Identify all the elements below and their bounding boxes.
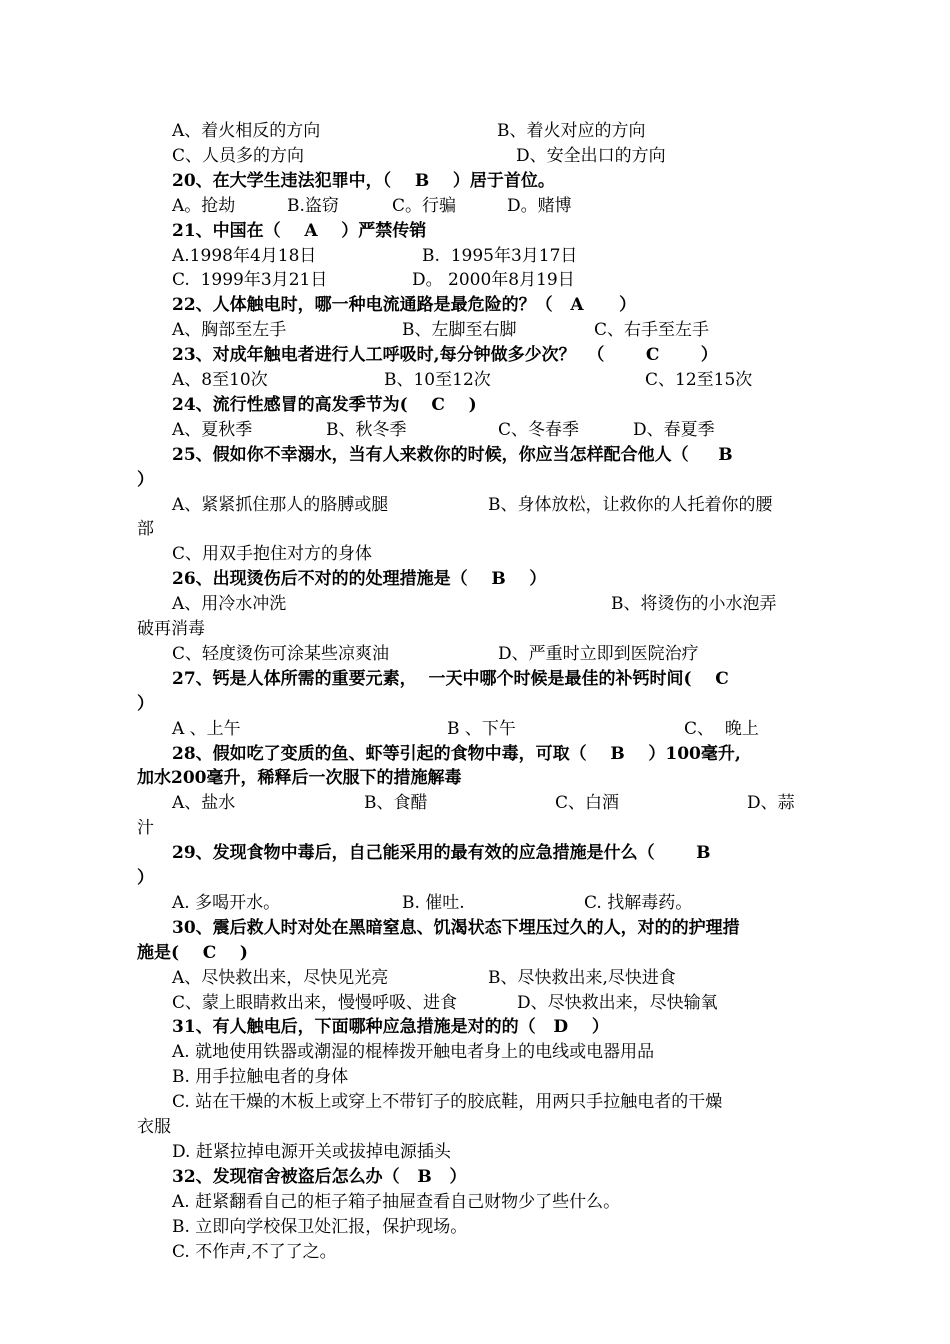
option-text: A、胸部至左手 [172, 320, 287, 341]
option-text: B 、下午 [447, 718, 516, 739]
option-line [0, 717, 950, 742]
option-text: B、身体放松，让救你的人托着你的腰 [488, 494, 773, 515]
option-line [0, 1140, 950, 1165]
option-text: A. 就地使用铁器或潮湿的棍棒拨开触电者身上的电线或电器用品 [172, 1042, 655, 1063]
option-text: 汁 [137, 818, 154, 839]
option-line [0, 966, 950, 991]
option-text: A、着火相反的方向 [172, 121, 321, 141]
question-line [0, 742, 950, 767]
option-text: A.1998年4月18日 [172, 245, 317, 266]
option-text: D、尽快救出来，尽快输氧 [517, 992, 718, 1013]
option-text: C. 站在干燥的木板上或穿上不带钉子的胶底鞋，用两只手拉触电者的干燥 [172, 1092, 723, 1113]
option-text: B. 立即向学校保卫处汇报，保护现场。 [172, 1216, 468, 1237]
option-text: C、白酒 [555, 793, 620, 814]
option-line [0, 517, 950, 542]
option-line [0, 144, 950, 169]
option-line [0, 592, 950, 617]
option-text: A、8至10次 [172, 370, 268, 390]
option-text: C、冬春季 [498, 419, 580, 440]
question-text: 29、发现食物中毒后，自己能采用的最有效的应急措施是什么（ B [172, 843, 711, 864]
option-text: 衣服 [137, 1117, 171, 1137]
option-text: 部 [137, 519, 154, 540]
option-line [0, 1215, 950, 1240]
option-text: C、人员多的方向 [172, 145, 305, 166]
question-line [0, 219, 950, 244]
option-text: A、夏秋季 [172, 419, 253, 440]
question-line [0, 667, 950, 692]
question-text: ） [137, 693, 154, 714]
option-text: B、10至12次 [384, 370, 491, 390]
option-text: B、着火对应的方向 [497, 121, 646, 141]
option-line [0, 119, 950, 144]
option-line [0, 1040, 950, 1065]
option-line [0, 194, 950, 219]
option-text: C、 晚上 [684, 718, 759, 739]
question-text: 32、发现宿舍被盗后怎么办（ B ） [172, 1166, 467, 1187]
question-line [0, 393, 950, 418]
option-line [0, 891, 950, 916]
question-text: 25、假如你不幸溺水，当有人来救你的时候，你应当怎样配合他人（ B [172, 444, 733, 465]
option-text: A、盐水 [172, 793, 236, 814]
question-line [0, 916, 950, 941]
option-text: B、食醋 [364, 793, 428, 814]
question-line [0, 692, 950, 717]
option-text: D、春夏季 [633, 419, 715, 440]
option-text: B、尽快救出来,尽快进食 [488, 967, 676, 988]
option-line [0, 642, 950, 667]
option-text: D。赌博 [507, 195, 572, 216]
option-text: C、蒙上眼睛救出来，慢慢呼吸、进食 [172, 992, 458, 1013]
option-text: B.盗窃 [287, 195, 339, 216]
question-line [0, 866, 950, 891]
question-line [0, 766, 950, 791]
question-text: 20、在大学生违法犯罪中，（ B ）居于首位。 [172, 170, 555, 191]
option-text: D。 2000年8月19日 [412, 270, 575, 291]
question-text: 22、人体触电时，哪一种电流通路是最危险的？（ A ） [172, 295, 637, 316]
option-text: A. 多喝开水。 [172, 892, 281, 913]
option-text: C、轻度烫伤可涂某些凉爽油 [172, 643, 390, 664]
option-text: D、严重时立即到医院治疗 [498, 643, 699, 664]
option-text: C、右手至左手 [594, 320, 710, 341]
question-line [0, 1015, 950, 1040]
option-line [0, 1090, 950, 1115]
question-line [0, 567, 950, 592]
option-line [0, 268, 950, 293]
option-line [0, 791, 950, 816]
question-text: 加水200毫升，稀释后一次服下的措施解毒 [137, 768, 462, 789]
option-text: D、蒜 [747, 793, 795, 814]
option-text: B、左脚至右脚 [402, 320, 517, 341]
question-line [0, 343, 950, 368]
option-line [0, 1190, 950, 1215]
option-text: B、秋冬季 [326, 419, 407, 440]
question-line [0, 468, 950, 493]
option-line [0, 493, 950, 518]
question-text: 28、假如吃了变质的鱼、虾等引起的食物中毒，可取（ B ）100毫升, [172, 743, 741, 764]
option-text: A。抢劫 [172, 195, 236, 216]
question-text: 31、有人触电后，下面哪种应急措施是对的的（ D ） [172, 1017, 609, 1038]
question-line [0, 941, 950, 966]
option-text: A 、上午 [172, 718, 241, 739]
option-text: C、12至15次 [645, 370, 753, 390]
question-text: 24、流行性感冒的高发季节为( C ) [172, 394, 477, 415]
option-line [0, 617, 950, 642]
option-text: A、尽快救出来，尽快见光亮 [172, 967, 389, 988]
option-line [0, 244, 950, 269]
option-text: B. 用手拉触电者的身体 [172, 1067, 349, 1088]
question-text: 26、出现烫伤后不对的的处理措施是（ B ） [172, 569, 547, 590]
option-line [0, 1115, 950, 1140]
option-text: C、用双手抱住对方的身体 [172, 544, 373, 565]
option-text: A、用冷水冲洗 [172, 594, 287, 615]
option-text: D、安全出口的方向 [516, 145, 666, 166]
option-text: C。行骗 [392, 195, 457, 216]
question-line [0, 841, 950, 866]
question-line [0, 293, 950, 318]
option-line [0, 368, 950, 393]
question-text: 施是( C ) [137, 942, 248, 963]
option-line [0, 991, 950, 1016]
option-line [0, 1240, 950, 1265]
option-text: D. 赶紧拉掉电源开关或拔掉电源插头 [172, 1141, 451, 1162]
option-text: C. 不作声,不了了之。 [172, 1241, 337, 1262]
option-text: C. 1999年3月21日 [172, 270, 328, 291]
option-text: B、将烫伤的小水泡弄 [611, 594, 777, 615]
question-line [0, 443, 950, 468]
question-text: ） [137, 469, 154, 490]
option-line [0, 542, 950, 567]
question-line [0, 1165, 950, 1190]
option-line [0, 418, 950, 443]
option-text: A、紧紧抓住那人的胳膊或腿 [172, 494, 389, 515]
option-text: 破再消毒 [137, 619, 205, 639]
option-line [0, 1065, 950, 1090]
option-line [0, 318, 950, 343]
question-text: 30、震后救人时对处在黑暗窒息、饥渴状态下埋压过久的人，对的的护理措 [172, 917, 740, 938]
question-text: 23、对成年触电者进行人工呼吸时,每分钟做多少次？ （ C ） [172, 345, 718, 366]
question-text: 21、中国在（ A ）严禁传销 [172, 220, 427, 241]
option-text: A. 赶紧翻看自己的柜子箱子抽屉查看自己财物少了些什么。 [172, 1191, 621, 1212]
question-text: ） [137, 868, 154, 888]
option-line [0, 816, 950, 841]
question-line [0, 169, 950, 194]
question-text: 27、钙是人体所需的重要元素， 一天中哪个时候是最佳的补钙时间( C [172, 668, 729, 689]
option-text: B. 1995年3月17日 [422, 245, 578, 266]
option-text: B. 催吐. [402, 892, 465, 913]
option-text: C. 找解毒药。 [584, 892, 693, 913]
